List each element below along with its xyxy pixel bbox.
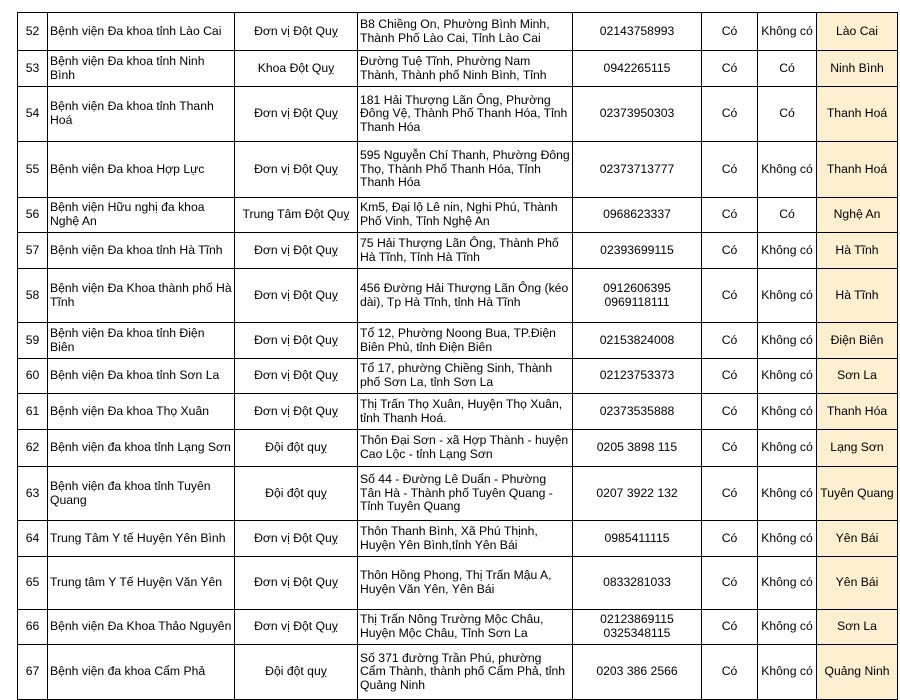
table-row <box>18 394 898 430</box>
phone-number-cell: 02373950303 <box>573 87 702 142</box>
hospital-address-cell: Đường Tuệ Tĩnh, Phường Nam Thành, Thành phố Ninh Bình, Tỉnh <box>358 51 573 87</box>
table-row <box>18 521 898 557</box>
hospital-name-cell: Bệnh viện đa khoa tỉnh Lạng Sơn <box>48 430 235 467</box>
hospital-address-cell: B8 Chiềng On, Phường Bình Minh, Thành Phố Lào Cai, Tỉnh Lào Cai <box>358 13 573 51</box>
availability-flag-2-cell: Có <box>758 87 817 142</box>
availability-flag-2-cell: Không có <box>758 142 817 198</box>
stroke-unit-type-cell: Đơn vị Đột Quỵ <box>235 87 358 142</box>
row-number-cell: 67 <box>18 645 48 700</box>
province-cell: Lạng Sơn <box>817 430 898 467</box>
province-cell: Thanh Hóa <box>817 394 898 430</box>
province-cell: Sơn La <box>817 610 898 645</box>
availability-flag-2-cell: Không có <box>758 394 817 430</box>
province-cell: Thanh Hoá <box>817 142 898 198</box>
table-row <box>18 233 898 269</box>
province-cell: Ninh Bình <box>817 51 898 87</box>
phone-number-cell: 0985411115 <box>573 521 702 557</box>
table-row <box>18 467 898 521</box>
stroke-unit-type-cell: Đơn vị Đột Quỵ <box>235 521 358 557</box>
stroke-unit-type-cell: Trung Tâm Đột Quỵ <box>235 198 358 233</box>
availability-flag-1-cell: Có <box>702 645 758 700</box>
row-number-cell: 62 <box>18 430 48 467</box>
stroke-unit-type-cell: Đơn vị Đột Quỵ <box>235 323 358 359</box>
hospital-address-cell: Thôn Hồng Phong, Thị Trấn Mậu A, Huyện Văn Yên, Yên Bái <box>358 557 573 610</box>
row-number-cell: 56 <box>18 198 48 233</box>
province-cell: Sơn La <box>817 359 898 394</box>
hospital-name-cell: Bệnh viện Đa Khoa Thảo Nguyên <box>48 610 235 645</box>
stroke-unit-type-cell: Đơn vị Đột Quỵ <box>235 142 358 198</box>
availability-flag-2-cell: Không có <box>758 557 817 610</box>
table-row <box>18 51 898 87</box>
availability-flag-2-cell: Không có <box>758 645 817 700</box>
availability-flag-1-cell: Có <box>702 359 758 394</box>
hospital-address-cell: 181 Hải Thượng Lãn Ông, Phường Đông Vệ, Thành Phố Thanh Hóa, Tỉnh Thanh Hóa <box>358 87 573 142</box>
row-number-cell: 59 <box>18 323 48 359</box>
availability-flag-1-cell: Có <box>702 467 758 521</box>
row-number-cell: 64 <box>18 521 48 557</box>
availability-flag-2-cell: Không có <box>758 359 817 394</box>
row-number-cell: 65 <box>18 557 48 610</box>
province-cell: Yên Bái <box>817 557 898 610</box>
availability-flag-1-cell: Có <box>702 557 758 610</box>
row-number-cell: 52 <box>18 13 48 51</box>
province-cell: Điện Biên <box>817 323 898 359</box>
availability-flag-2-cell: Có <box>758 198 817 233</box>
availability-flag-2-cell: Không có <box>758 13 817 51</box>
hospital-address-cell: Thị Trấn Nông Trường Mộc Châu, Huyện Mộc Châu, Tỉnh Sơn La <box>358 610 573 645</box>
availability-flag-1-cell: Có <box>702 323 758 359</box>
hospital-address-cell: Số 44 - Đường Lê Duẩn - Phường Tân Hà - Thành phố Tuyên Quang - Tỉnh Tuyên Quang <box>358 467 573 521</box>
table-row <box>18 359 898 394</box>
hospital-name-cell: Bệnh viện Đa khoa tỉnh Ninh Bình <box>48 51 235 87</box>
row-number-cell: 63 <box>18 467 48 521</box>
availability-flag-1-cell: Có <box>702 430 758 467</box>
phone-number-cell: 0942265115 <box>573 51 702 87</box>
availability-flag-1-cell: Có <box>702 394 758 430</box>
row-number-cell: 55 <box>18 142 48 198</box>
stroke-unit-type-cell: Đội đột quỵ <box>235 467 358 521</box>
table-row <box>18 87 898 142</box>
row-number-cell: 58 <box>18 269 48 323</box>
hospital-address-cell: Số 371 đường Trần Phú, phường Cẩm Thành, thành phố Cẩm Phả, tỉnh Quảng Ninh <box>358 645 573 700</box>
stroke-unit-type-cell: Đơn vị Đột Quỵ <box>235 610 358 645</box>
province-cell: Yên Bái <box>817 521 898 557</box>
stroke-unit-type-cell: Khoa Đột Quỵ <box>235 51 358 87</box>
availability-flag-1-cell: Có <box>702 13 758 51</box>
hospital-address-cell: 456 Đường Hải Thượng Lãn Ông (kéo dài), Tp Hà Tĩnh, tỉnh Hà Tĩnh <box>358 269 573 323</box>
phone-number-cell: 0203 386 2566 <box>573 645 702 700</box>
province-cell: Tuyên Quang <box>817 467 898 521</box>
stroke-unit-type-cell: Đơn vị Đột Quỵ <box>235 233 358 269</box>
hospital-name-cell: Bệnh viện Đa khoa tỉnh Hà Tĩnh <box>48 233 235 269</box>
availability-flag-1-cell: Có <box>702 233 758 269</box>
province-cell: Hà Tĩnh <box>817 233 898 269</box>
hospital-name-cell: Trung Tâm Y tế Huyện Yên Bình <box>48 521 235 557</box>
table-row <box>18 610 898 645</box>
hospital-name-cell: Bệnh viện Đa khoa tỉnh Điện Biên <box>48 323 235 359</box>
availability-flag-1-cell: Có <box>702 198 758 233</box>
phone-number-cell: 0968623337 <box>573 198 702 233</box>
hospital-name-cell: Bệnh viện Đa khoa Hợp Lực <box>48 142 235 198</box>
row-number-cell: 53 <box>18 51 48 87</box>
hospital-name-cell: Trung tâm Y Tế Huyện Văn Yên <box>48 557 235 610</box>
availability-flag-1-cell: Có <box>702 51 758 87</box>
province-cell: Nghệ An <box>817 198 898 233</box>
hospital-name-cell: Bệnh viện Đa khoa Thọ Xuân <box>48 394 235 430</box>
availability-flag-1-cell: Có <box>702 269 758 323</box>
availability-flag-2-cell: Không có <box>758 323 817 359</box>
table-row <box>18 142 898 198</box>
availability-flag-2-cell: Không có <box>758 269 817 323</box>
hospital-address-cell: Km5, Đại lộ Lê nin, Nghi Phú, Thành Phố Vinh, Tỉnh Nghệ An <box>358 198 573 233</box>
stroke-unit-type-cell: Đội đột quỵ <box>235 430 358 467</box>
row-number-cell: 66 <box>18 610 48 645</box>
hospital-name-cell: Bệnh viện đa khoa tỉnh Tuyên Quang <box>48 467 235 521</box>
phone-number-cell: 02123753373 <box>573 359 702 394</box>
phone-number-cell: 02373713777 <box>573 142 702 198</box>
table-row <box>18 557 898 610</box>
hospital-name-cell: Bệnh viện Hữu nghị đa khoa Nghệ An <box>48 198 235 233</box>
phone-number-cell: 02373535888 <box>573 394 702 430</box>
table-row <box>18 198 898 233</box>
phone-number-cell: 02143758993 <box>573 13 702 51</box>
hospital-name-cell: Bệnh viện Đa khoa tỉnh Lào Cai <box>48 13 235 51</box>
stroke-unit-type-cell: Đơn vị Đột Quỵ <box>235 394 358 430</box>
hospital-address-cell: 595 Nguyễn Chí Thanh, Phường Đông Thọ, Thành Phố Thanh Hóa, Tỉnh Thanh Hóa <box>358 142 573 198</box>
table-row <box>18 430 898 467</box>
stroke-unit-type-cell: Đơn vị Đột Quỵ <box>235 557 358 610</box>
hospital-name-cell: Bệnh viện Đa khoa tỉnh Thanh Hoá <box>48 87 235 142</box>
table-row <box>18 323 898 359</box>
hospital-address-cell: Thôn Đại Sơn - xã Hợp Thành - huyện Cao Lộc - tỉnh Lạng Sơn <box>358 430 573 467</box>
hospital-address-cell: Thôn Thanh Bình, Xã Phú Thịnh, Huyện Yên Bình,tỉnh Yên Bái <box>358 521 573 557</box>
table-row <box>18 13 898 51</box>
phone-number-cell: 0912606395 0969118111 <box>573 269 702 323</box>
hospital-address-cell: Tổ 17, phường Chiềng Sinh, Thành phố Sơn La, tỉnh Sơn La <box>358 359 573 394</box>
hospital-address-cell: Thị Trấn Thọ Xuân, Huyện Thọ Xuân, tỉnh Thanh Hoá. <box>358 394 573 430</box>
hospital-name-cell: Bệnh viện đa khoa Cẩm Phả <box>48 645 235 700</box>
availability-flag-2-cell: Không có <box>758 610 817 645</box>
phone-number-cell: 0207 3922 132 <box>573 467 702 521</box>
phone-number-cell: 02123869115 0325348115 <box>573 610 702 645</box>
hospital-table <box>17 12 898 700</box>
province-cell: Quảng Ninh <box>817 645 898 700</box>
phone-number-cell: 02153824008 <box>573 323 702 359</box>
availability-flag-2-cell: Không có <box>758 467 817 521</box>
stroke-unit-type-cell: Đội đột quỵ <box>235 645 358 700</box>
row-number-cell: 60 <box>18 359 48 394</box>
stroke-unit-type-cell: Đơn vị Đột Quỵ <box>235 359 358 394</box>
table-body <box>18 13 898 700</box>
row-number-cell: 57 <box>18 233 48 269</box>
table-row <box>18 645 898 700</box>
province-cell: Hà Tĩnh <box>817 269 898 323</box>
availability-flag-1-cell: Có <box>702 87 758 142</box>
availability-flag-1-cell: Có <box>702 610 758 645</box>
phone-number-cell: 0833281033 <box>573 557 702 610</box>
availability-flag-2-cell: Có <box>758 51 817 87</box>
province-cell: Lào Cai <box>817 13 898 51</box>
availability-flag-2-cell: Không có <box>758 521 817 557</box>
availability-flag-2-cell: Không có <box>758 233 817 269</box>
availability-flag-1-cell: Có <box>702 142 758 198</box>
hospital-name-cell: Bệnh viện Đa Khoa thành phố Hà Tĩnh <box>48 269 235 323</box>
phone-number-cell: 02393699115 <box>573 233 702 269</box>
row-number-cell: 61 <box>18 394 48 430</box>
stroke-unit-type-cell: Đơn vị Đột Quỵ <box>235 13 358 51</box>
table-row <box>18 269 898 323</box>
province-cell: Thanh Hoá <box>817 87 898 142</box>
hospital-address-cell: 75 Hải Thượng Lãn Ông, Thành Phố Hà Tĩnh, Tỉnh Hà Tĩnh <box>358 233 573 269</box>
row-number-cell: 54 <box>18 87 48 142</box>
hospital-name-cell: Bệnh viện Đa khoa tỉnh Sơn La <box>48 359 235 394</box>
availability-flag-1-cell: Có <box>702 521 758 557</box>
hospital-address-cell: Tổ 12, Phường Noong Bua, TP.Điện Biên Phủ, tỉnh Điện Biên <box>358 323 573 359</box>
phone-number-cell: 0205 3898 115 <box>573 430 702 467</box>
stroke-unit-type-cell: Đơn vị Đột Quỵ <box>235 269 358 323</box>
availability-flag-2-cell: Không có <box>758 430 817 467</box>
